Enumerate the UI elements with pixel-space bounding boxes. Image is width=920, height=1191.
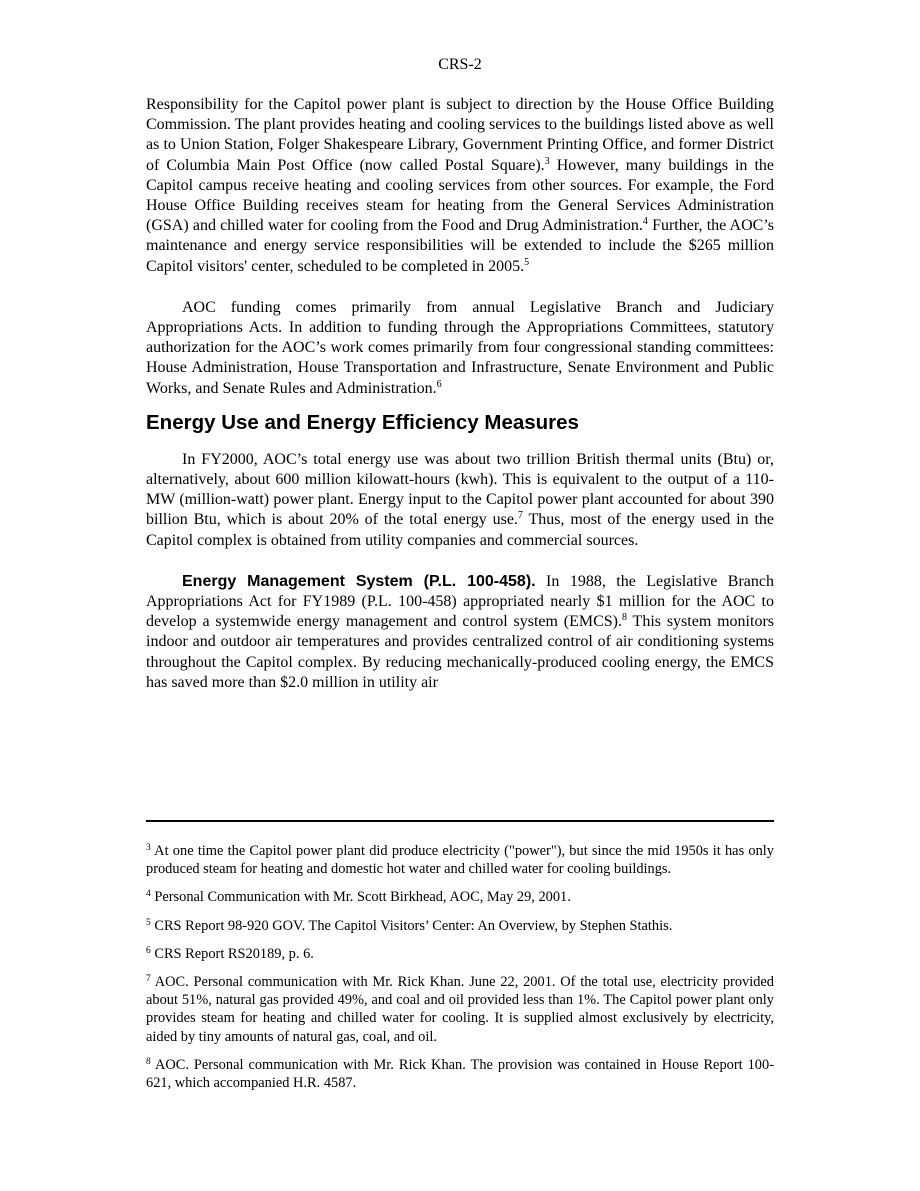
footnote bbox=[146, 888, 774, 906]
footnote-text: Personal Communication with Mr. Scott Birkhead, AOC, May 29, 2001. bbox=[150, 889, 571, 906]
footnotes bbox=[146, 842, 774, 1102]
footnote-number: 4 bbox=[146, 889, 151, 900]
paragraph-text: This system monitors indoor and outdoor air temperatures and provides centralized control of air conditioning systems throughout the Capitol complex. By reducing mechanically-produced cooling energy, the EMCS has saved more than $2.0 million in utility air bbox=[146, 613, 774, 691]
footnote-number: 7 bbox=[146, 974, 151, 985]
paragraph-power-plant bbox=[146, 95, 774, 277]
footnote bbox=[146, 842, 774, 878]
footnote bbox=[146, 973, 774, 1046]
paragraph-text: Further, the AOC’s maintenance and energy service responsibilities will be extended to include the $265 million Capitol visitors' center, scheduled to be completed in 2005. bbox=[146, 217, 774, 275]
paragraph-text: In 1988, the Legislative Branch Appropriations Act for FY1989 (P.L. 100-458) appropriated nearly $1 million for the AOC to develop a systemwide energy management and control system (EMCS). bbox=[146, 572, 774, 631]
run-in-heading: Energy Management System (P.L. 100-458). bbox=[182, 572, 536, 590]
footnote-number: 5 bbox=[146, 917, 151, 928]
footnote-ref-5: 5 bbox=[524, 256, 530, 268]
footnote-text: AOC. Personal communication with Mr. Rick Khan. June 22, 2001. Of the total use, electricity provided about 51%, natural gas provided 49%, and coal and oil provided less than 1%. The Capitol power plant only provides steam for heating and chilled water for cooling. It is supplied almost exclusively by electricity, aided by tiny amounts of natural gas, coal, and oil. bbox=[146, 974, 774, 1045]
footnote-ref-7: 7 bbox=[517, 510, 523, 522]
footnote-number: 6 bbox=[146, 945, 151, 956]
footnote-text: AOC. Personal communication with Mr. Rick Khan. The provision was contained in House Report 100-621, which accompanied H.R. 4587. bbox=[146, 1056, 774, 1092]
footnote-text: CRS Report RS20189, p. 6. bbox=[150, 945, 314, 962]
paragraph-energy-use bbox=[146, 450, 774, 551]
footnote bbox=[146, 1056, 774, 1092]
footnote-ref-4: 4 bbox=[642, 216, 648, 228]
paragraph-text: However, many buildings in the Capitol campus receive heating and cooling services from other sources. For example, the Ford House Office Building receives steam for heating from the General Services Administration (GSA) and chilled water for cooling from the Food and Drug Administration. bbox=[146, 156, 774, 235]
paragraph-text: In FY2000, AOC’s total energy use was about two trillion British thermal units (Btu) or, alternatively, about 600 million kilowatt-hours (kwh). This is equivalent to the output of a 110-MW (million-watt) power plant. Energy input to the Capitol power plant accounted for about 390 billion Btu, which is about 20% of the total energy use. bbox=[146, 450, 774, 529]
footnote-ref-8: 8 bbox=[622, 612, 628, 624]
footnote-number: 8 bbox=[146, 1056, 151, 1067]
section-heading: Energy Use and Energy Efficiency Measures bbox=[146, 410, 579, 434]
paragraph-text: AOC funding comes primarily from annual Legislative Branch and Judiciary Appropriations Acts. In addition to funding through the Appropriations Committees, statutory authorization for the AOC’s work comes primarily from four congressional standing committees: House Administration, House Transportation and Infrastructure, Senate Environment and Public Works, and Senate Rules and Administration. bbox=[146, 298, 774, 397]
footnote-text: At one time the Capitol power plant did produce electricity ("power"), but since the mid 1950s it has only produced steam for heating and domestic hot water and chilled water for cooling buildings. bbox=[146, 843, 774, 878]
footnote-text: CRS Report 98-920 GOV. The Capitol Visitors’ Center: An Overview, by Stephen Stathis. bbox=[150, 917, 673, 934]
body-text bbox=[146, 95, 774, 693]
paragraph-funding bbox=[146, 298, 774, 399]
paragraph-text: Responsibility for the Capitol power plant is subject to direction by the House Office Building Commission. The plant provides heating and cooling services to the buildings listed above as well as to Union Station, Folger Shakespeare Library, Government Printing Office, and former District of Columbia Main Post Office (now called Postal Square). bbox=[146, 96, 774, 174]
paragraph-emcs bbox=[146, 572, 774, 693]
footnote-ref-3: 3 bbox=[544, 155, 550, 167]
footnote-number: 3 bbox=[146, 843, 151, 853]
footnote bbox=[146, 917, 774, 935]
footnote bbox=[146, 945, 774, 963]
footnote-divider bbox=[146, 820, 774, 822]
page-number-header: CRS-2 bbox=[438, 56, 482, 73]
paragraph-text: Thus, most of the energy used in the Capitol complex is obtained from utility companies and commercial sources. bbox=[146, 511, 775, 549]
footnote-ref-6: 6 bbox=[436, 378, 442, 390]
